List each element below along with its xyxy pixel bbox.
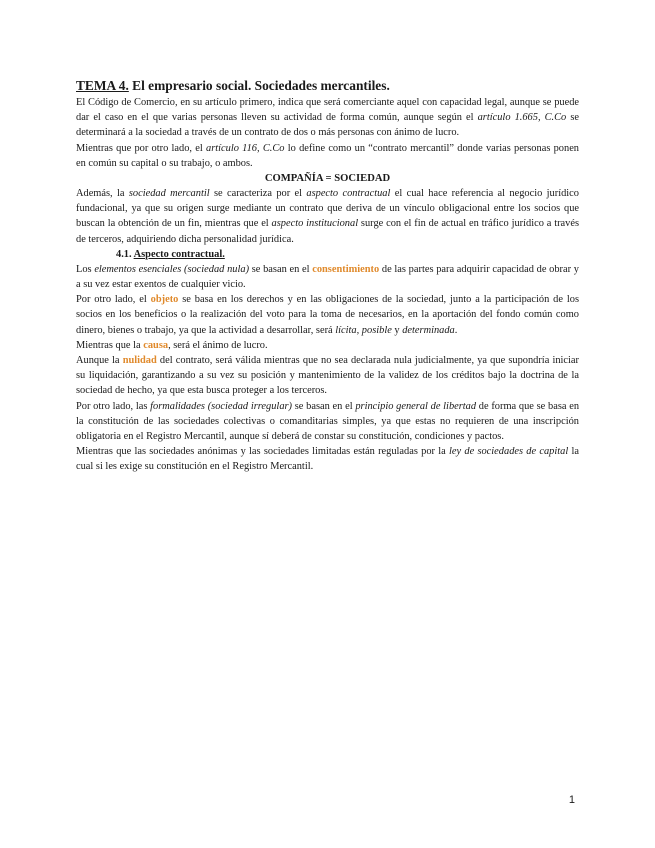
text-run: surge con el fin de actual en tráfico jurídico a través de terceros, adquiriendo dicha personalidad jurídica. — [76, 218, 580, 245]
text-run: del contrato, será válida mientras que no sea declarada nula judicialmente, ya que supondría iniciar su liquidación, garantizando a su vez su posición y mantenimiento de la validez de los créditos bajo la doctrina de la sociedad de hecho, ya que esta busca proteger a los terceros. — [76, 355, 579, 397]
paragraph-9 — [76, 444, 579, 474]
highlight-term: causa — [143, 339, 169, 351]
article-reference: artículo 116, C.Co — [206, 142, 285, 154]
paragraph-8 — [76, 399, 579, 445]
text-run: Por otro lado, las — [76, 400, 151, 412]
italic-term: formalidades (sociedad irregular) — [150, 400, 293, 412]
page-number: 1 — [568, 794, 575, 806]
paragraph-7 — [76, 353, 579, 399]
paragraph-1 — [76, 95, 579, 141]
highlight-term: nulidad — [122, 355, 157, 367]
text-run: Mientras que las sociedades anónimas y las sociedades limitadas están reguladas por la — [76, 446, 450, 458]
text-run: El Código de Comercio, en su artículo primero, indica que será comerciante aquel con capacidad legal, aunque se puede dar el caso en el que varias personas lleven su actividad de forma común, aunque según el — [76, 97, 579, 124]
italic-term: aspecto institucional — [271, 218, 359, 230]
section-heading — [76, 247, 579, 262]
text-run: el cual hace referencia al negocio jurídico fundacional, ya que su origen surge mediante un contrato que deriva de un vínculo obligacional entre los socios que buscan la obtención de un fin, mientras que el — [76, 188, 579, 230]
text-run: se basan en el — [249, 263, 313, 275]
text-run: se basan en el — [292, 400, 356, 412]
equation-line: COMPAÑÍA = SOCIEDAD — [264, 173, 391, 185]
text-run: Mientras que por otro lado, el — [76, 142, 207, 154]
text-run: se determinará a la sociedad a través de un contrato de dos o más personas con ánimo de lucro. — [76, 112, 579, 139]
text-run: y — [391, 324, 403, 336]
text-run: Por otro lado, el — [76, 294, 151, 306]
text-run: . — [454, 324, 458, 336]
italic-term: ley de sociedades de capital — [449, 446, 569, 458]
text-run: Los — [76, 263, 95, 275]
title-text: El empresario social. Sociedades mercantiles. — [128, 78, 390, 93]
document-page — [76, 78, 579, 475]
text-run: Mientras que la — [76, 339, 144, 351]
title-number: TEMA 4. — [76, 78, 129, 93]
highlight-term: consentimiento — [312, 263, 380, 275]
page-title — [76, 78, 579, 94]
text-run: se caracteriza por el — [209, 188, 307, 200]
paragraph-5 — [76, 292, 579, 338]
italic-term: elementos esenciales (sociedad nula) — [94, 263, 250, 275]
italic-term: principio general de libertad — [355, 400, 477, 412]
text-run: la cual si les exige su constitución en el Registro Mercantil. — [76, 446, 579, 473]
text-run: de forma que se basa en la constitución de las sociedades colectivas o comanditarias simples, ya que estas no requieren de una inscripción obligatoria en el Registro Mercantil, aunque sí deberá de constar su constitución, condiciones y pactos. — [76, 400, 580, 443]
paragraph-6 — [76, 338, 579, 353]
text-run: , será el ánimo de lucro. — [168, 339, 268, 351]
text-run: de las partes para adquirir capacidad de obrar y a su vez estar exentos de cualquier vicio. — [76, 263, 579, 291]
italic-term: determinada — [402, 324, 455, 336]
paragraph-3 — [76, 186, 579, 247]
text-run: Aunque la — [76, 355, 123, 367]
highlight-term: objeto — [150, 294, 179, 306]
paragraph-4 — [76, 262, 579, 292]
section-number: 4.1. — [116, 248, 134, 260]
italic-term: aspecto contractual — [306, 188, 391, 200]
italic-term: sociedad mercantil — [128, 188, 210, 200]
paragraph-2 — [76, 141, 579, 171]
section-title: Aspecto contractual. — [133, 248, 225, 260]
text-run: Además, la — [76, 188, 129, 200]
text-run: lo define como un “contrato mercantil” donde varias personas ponen en común su capital o su trabajo, o ambos. — [76, 142, 580, 169]
text-run: se basa en los derechos y en las obligaciones de la sociedad, junto a la participación de los socios en los beneficios o la realización del voto para la toma de necesarios, en la aportación del fondo común como dinero, bienes o trabajo, ya que la actividad a desarrollar, será — [76, 294, 579, 336]
article-reference: artículo 1.665, C.Co — [477, 112, 567, 124]
italic-term: lícita, posible — [335, 324, 392, 336]
